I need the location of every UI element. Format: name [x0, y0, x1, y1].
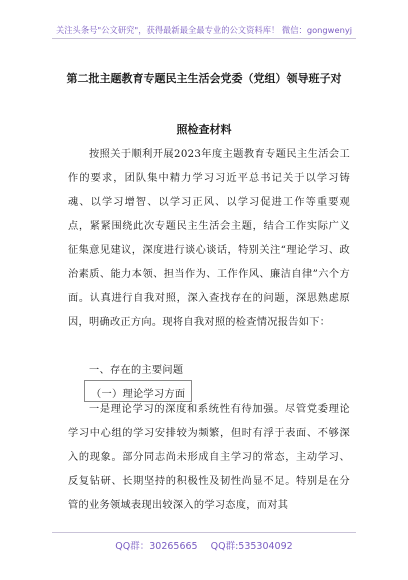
- intro-paragraph: 按照关于顺利开展2023年度主题教育专题民主生活会工作的要求，团队集中精力学习习近平总书记关于以学习铸魂、以学习增智、以学习正风、以学习促进工作等重要观点，紧紧围绕此次专题民主生活会主题，结合工作实际广义征集意见建议，深度进行谈心谈话，特别关注“理论学习、政治素质、能力本领、担当作为、工作作风、廉洁自律”六个方面。认真进行自我对照，深入查找存在的问题，深思熟虑原因，明确改正方向。现将自我对照的检查情况报告如下：: [68, 149, 350, 328]
- header-divider: [52, 38, 356, 39]
- footer-qq-group-1: QQ群：30265665: [115, 541, 198, 552]
- document-title-line-1: 第二批主题教育专题民主生活会党委（党组）领导班子对: [66, 72, 342, 85]
- footer-contact: [0, 538, 408, 552]
- subsection-heading: （一）理论学习方面: [91, 389, 186, 400]
- footer-qq-group-2: QQ群:535304092: [210, 541, 293, 552]
- document-title-line-2: 照检查材料: [176, 123, 232, 136]
- section-heading: 一、存在的主要问题: [89, 365, 184, 376]
- footer-divider: [52, 532, 356, 533]
- promo-header: 关注头条号"公文研究"，获得最新最全最专业的公文资料库！ 微信：gongwenyj: [55, 25, 353, 35]
- body-paragraph: 一是理论学习的深度和系统性有待加强。尽管党委理论学习中心组的学习安排较为频繁，但时有浮于表面、不够深入的现象。部分同志尚未形成自主学习的常态，主动学习、反复钻研、长期坚持的积极性及韧性尚显不足。特别是在分管的业务领域表现出较深入的学习态度，而对其: [68, 404, 350, 511]
